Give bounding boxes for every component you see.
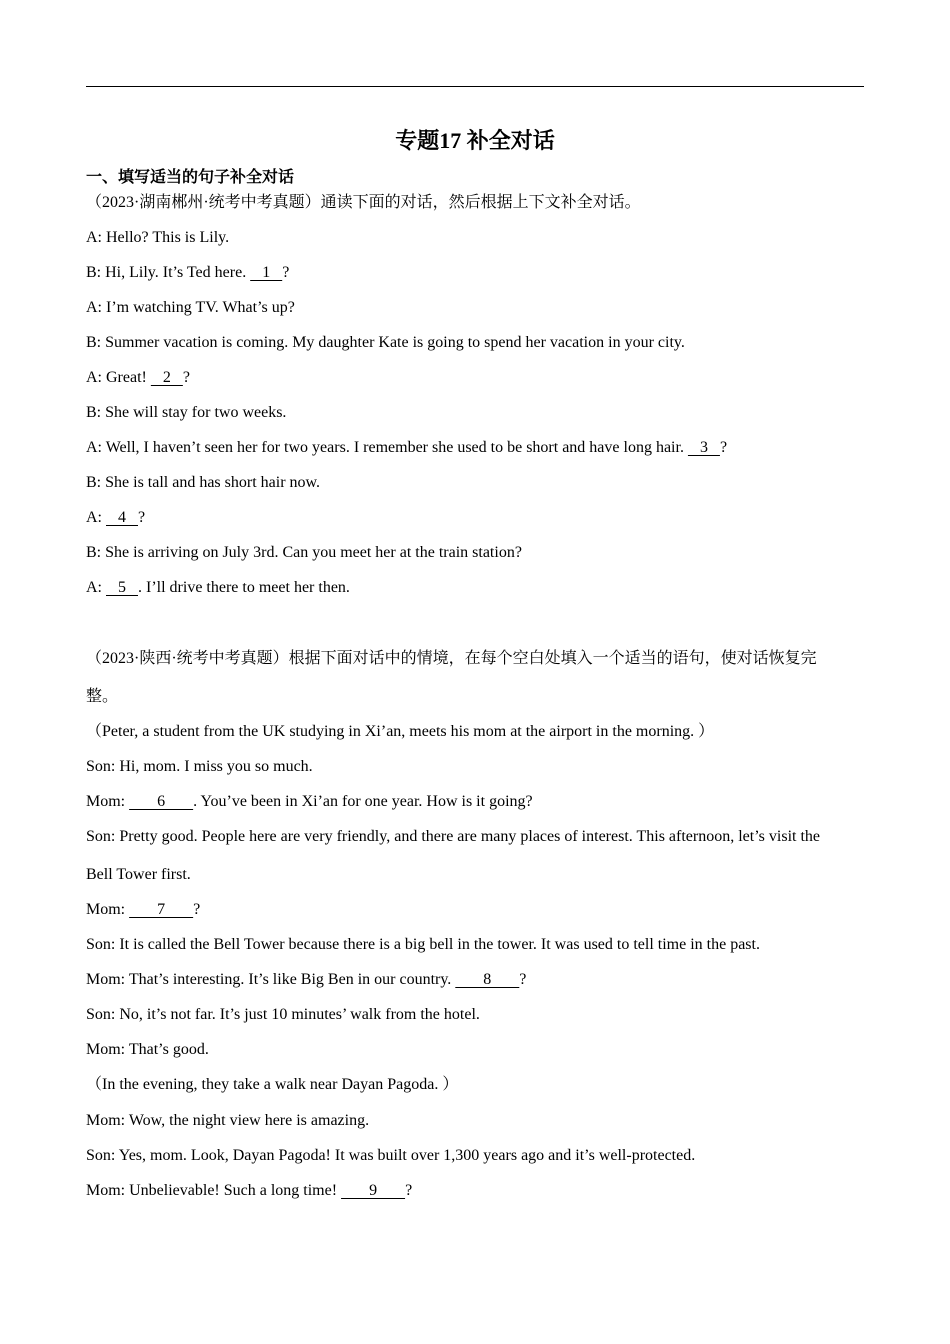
dialogue-text: Mom: That’s good. [86, 1041, 209, 1058]
dialogue-text: A: Hello? This is Lily. [86, 229, 230, 246]
dialogue-line [86, 226, 229, 250]
dialogue-text: ? [519, 971, 527, 988]
scene-note [86, 720, 714, 744]
dialogue-text: A: Great! [86, 369, 151, 386]
dialogue-text: Son: Yes, mom. Look, Dayan Pagoda! It was built over 1,300 years ago and it’s well-protected. [86, 1147, 696, 1164]
dialogue-line [86, 898, 200, 922]
dialogue-text: （Peter, a student from the UK studying in Xi’an, meets his mom at the airport in the morning. ） [86, 723, 715, 740]
dialogue-text: B: She is arriving on July 3rd. Can you meet her at the train station? [86, 544, 522, 561]
dialogue-text: Mom: Unbelievable! Such a long time! [86, 1182, 342, 1199]
dialogue-text: Mom: That’s interesting. It’s like Big Ben in our country. [86, 971, 456, 988]
dialogue-text: Mom: [86, 793, 130, 810]
passage2-intro-continued: 整。 [86, 688, 119, 705]
header-rule [86, 86, 864, 87]
dialogue-line [86, 825, 820, 849]
dialogue-line [86, 366, 190, 390]
dialogue-line [86, 790, 533, 814]
dialogue-line [86, 576, 350, 600]
passage2-intro: （2023·陕西·统考中考真题）根据下面对话中的情境，在每个空白处填入一个适当的语句，使对话恢复完 [86, 650, 817, 667]
dialogue-text: A: I’m watching TV. What’s up? [86, 299, 295, 316]
dialogue-text: Bell Tower first. [86, 866, 191, 883]
dialogue-line [86, 1109, 369, 1133]
dialogue-text: ? [193, 901, 201, 918]
answer-blank-8[interactable]: 8 [455, 971, 520, 988]
dialogue-text: Mom: Wow, the night view here is amazing. [86, 1112, 370, 1129]
answer-blank-2[interactable]: 2 [150, 369, 183, 386]
dialogue-text: ? [719, 439, 728, 456]
dialogue-text: B: Hi, Lily. It’s Ted here. [86, 264, 251, 281]
dialogue-text: ? [182, 369, 190, 386]
dialogue-text: A: [86, 509, 106, 526]
dialogue-line [86, 1179, 412, 1203]
answer-blank-1[interactable]: 1 [250, 264, 283, 281]
dialogue-line [86, 1038, 209, 1062]
dialogue-text: Son: Pretty good. People here are very friendly, and there are many places of interest. This afternoon, let’s visit the [86, 828, 820, 845]
dialogue-text: A: [86, 579, 106, 596]
dialogue-line [86, 436, 727, 460]
dialogue-text: Son: It is called the Bell Tower because there is a big bell in the tower. It was used to tell time in the past. [86, 936, 760, 953]
dialogue-text: ? [138, 509, 146, 526]
dialogue-text: A: Well, I haven’t seen her for two years. I remember she used to be short and have long hair. [86, 439, 688, 456]
dialogue-text: . I’ll drive there to meet her then. [138, 579, 350, 596]
dialogue-line [86, 261, 289, 285]
dialogue-line [86, 401, 286, 425]
dialogue-line [86, 296, 295, 320]
dialogue-line [86, 968, 526, 992]
scene-note [86, 1073, 458, 1097]
dialogue-text: . You’ve been in Xi’an for one year. How is it going? [193, 793, 533, 810]
dialogue-line [86, 1003, 480, 1027]
dialogue-line [86, 506, 145, 530]
dialogue-line [86, 1144, 695, 1168]
dialogue-text: （In the evening, they take a walk near Dayan Pagoda. ） [86, 1076, 459, 1093]
dialogue-line [86, 541, 522, 565]
page-title: 专题17 补全对话 [395, 128, 555, 153]
dialogue-text: B: Summer vacation is coming. My daughter Kate is going to spend her vacation in your city. [86, 334, 685, 351]
dialogue-line [86, 331, 685, 355]
dialogue-line-continued [86, 863, 191, 887]
answer-blank-9[interactable]: 9 [341, 1182, 406, 1199]
answer-blank-4[interactable]: 4 [106, 509, 138, 526]
dialogue-text: ? [405, 1182, 413, 1199]
dialogue-text: Son: Hi, mom. I miss you so much. [86, 758, 313, 775]
dialogue-text: Son: No, it’s not far. It’s just 10 minutes’ walk from the hotel. [86, 1006, 480, 1023]
dialogue-line [86, 755, 313, 779]
dialogue-text: ? [282, 264, 290, 281]
section-heading: 一、填写适当的句子补全对话 [86, 169, 295, 186]
answer-blank-7[interactable]: 7 [129, 901, 194, 918]
dialogue-line [86, 471, 320, 495]
answer-blank-6[interactable]: 6 [129, 793, 194, 810]
passage1-intro: （2023·湖南郴州·统考中考真题）通读下面的对话，然后根据上下文补全对话。 [86, 194, 641, 211]
dialogue-text: B: She is tall and has short hair now. [86, 474, 321, 491]
dialogue-text: Mom: [86, 901, 130, 918]
answer-blank-5[interactable]: 5 [106, 579, 138, 596]
dialogue-line [86, 933, 760, 957]
answer-blank-3[interactable]: 3 [687, 439, 720, 456]
dialogue-text: B: She will stay for two weeks. [86, 404, 287, 421]
